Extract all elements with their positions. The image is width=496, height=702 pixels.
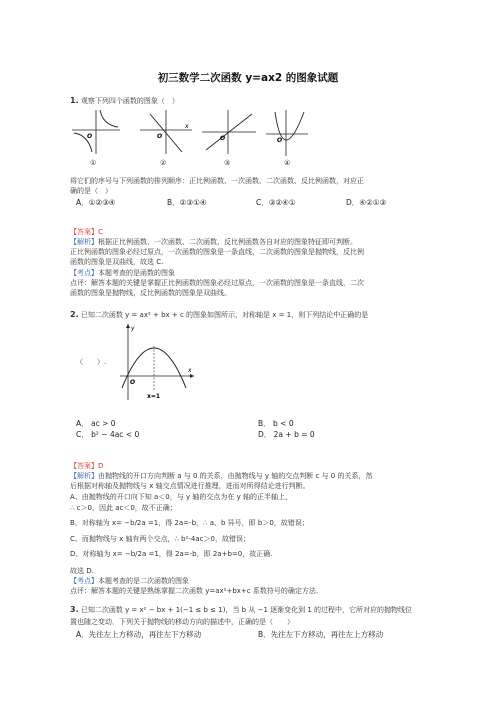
q1-analysis-1: 根据正比例函数、一次函数、二次函数、反比例函数各自对应的图象特征即可判断。 (98, 238, 357, 246)
q1-analysis (70, 237, 357, 247)
q1-graph-4 (266, 110, 308, 156)
q2-option-b: B． b < 0 (258, 419, 294, 428)
q1-graph-3 (202, 110, 256, 154)
q2-answer (70, 461, 103, 471)
q1-answer (70, 227, 103, 237)
q2-line-a2: ∴ c＞0，因此 ac＜0，故不正确； (70, 504, 177, 512)
q2-graph-origin: O (130, 379, 136, 386)
q1-point-text: 本题考查的是函数的图象 (98, 269, 175, 277)
q1-option-a: A．①②③④ (76, 198, 116, 207)
q1-comment: 点评：解答本题的关键是掌握正比例函数的图象必经过原点，一次函数的图象是一条直线，二次 (70, 279, 364, 287)
q2-point-text: 本题考查的是二次函数的图象 (98, 577, 189, 585)
q2-answer-value: D (98, 462, 104, 470)
q2-graph-axis-label: x=1 (147, 393, 161, 400)
q1-point-tag: 【考点】 (70, 269, 98, 277)
q1-comment-2: 函数的图象是抛物线，反比例函数的图象是双曲线。 (70, 289, 231, 297)
q1-text-1: 将它们的序号与下列函数的排列顺序：正比例函数、一次函数、二次函数、反比例函数，对应正 (70, 177, 364, 185)
q2-stem-text: 已知二次函数 y = ax² + bx + c 的图象如图所示，对称轴是 x = 1，则下列结论中正确的是 (80, 311, 369, 319)
q2-line-d: D、对称轴为 x= −b/2a =1，得 2a=-b，即 2a+b=0，故正确. (70, 550, 273, 558)
q1-stem-text: 观察下列四个函数的图象（ ） (80, 97, 179, 105)
q1-point (70, 268, 175, 278)
q2-graph-y-label: y (131, 325, 135, 332)
q2-option-a: A． ac > 0 (76, 419, 116, 428)
q1-answer-tag: 【答案】 (70, 228, 98, 236)
q1-analysis-2: 正比例函数的图象必经过原点，一次函数的图象是一条直线，二次函数的图象是抛物线，反比例 (70, 248, 364, 256)
q2-line-b: B、对称轴为 x= −b/2a =1，得 2a=-b，∴ a、b 异号，即 b＞0，故错误； (70, 519, 309, 527)
svg-text:O: O (277, 137, 283, 144)
svg-text:x: x (185, 123, 189, 130)
q1-label-4: ④ (284, 159, 291, 167)
q1-option-d: D．④②①③ (346, 198, 387, 207)
q3-stem-2: 置也随之变动．下列关于抛物线的移动方向的描述中，正确的是（ ） (70, 618, 294, 626)
q1-label-2: ② (160, 159, 167, 167)
page-title: 初三数学二次函数 y=ax2 的图象试题 (157, 72, 339, 84)
q1-text-2: 确的是（ ） (70, 187, 112, 195)
q1-graph-2 (140, 110, 192, 154)
q3-stem (70, 605, 412, 615)
q2-line-c: C、而抛物线与 x 轴有两个交点，∴ b²-4ac＞0，故错误； (70, 535, 250, 543)
q1-label-3: ③ (224, 159, 231, 167)
q2-point-tag: 【考点】 (70, 577, 98, 585)
q2-analysis (70, 471, 372, 481)
q1-label-1: ① (90, 159, 97, 167)
q1-option-c: C．③②④① (256, 198, 296, 207)
svg-text:O: O (87, 133, 93, 140)
q1-answer-value: C (98, 228, 103, 236)
q2-analysis-1: 由抛物线的开口方向判断 a 与 0 的关系，由抛物线与 y 轴的交点判断 c 与 0 的关系，然 (98, 472, 373, 480)
svg-text:O: O (157, 133, 163, 140)
q2-answer-tag: 【答案】 (70, 462, 98, 470)
q1-graph-1 (72, 110, 120, 154)
q1-analysis-tag: 【解析】 (70, 238, 98, 246)
q3-option-b: B．先往左下方移动，再往左上方移动 (258, 630, 384, 639)
q2-stem-2: （ ）. (76, 358, 107, 366)
q2-number: 2. (70, 310, 79, 319)
svg-text:O: O (220, 135, 226, 142)
q1-stem (70, 96, 179, 106)
q2-analysis-2: 后根据对称轴及抛物线与 x 轴交点情况进行推理，进而对所得结论进行判断。 (70, 482, 310, 490)
q3-number: 3. (70, 605, 79, 614)
q2-line-a: A、由抛物线的开口向下知 a＜0，与 y 轴的交点为在 y 轴的正半轴上， (70, 493, 292, 501)
q2-conclusion: 故选 D. (70, 567, 94, 575)
q1-analysis-3: 函数的图象是双曲线，故选 C. (70, 258, 164, 266)
q2-comment: 点评：解答本题的关键是熟练掌握二次函数 y=ax²+bx+c 系数符号的确定方法. (70, 587, 319, 595)
q2-analysis-tag: 【解析】 (70, 472, 98, 480)
q1-graphs (70, 106, 310, 166)
q1-option-b: B．②③①④ (167, 198, 207, 207)
q2-option-d: D． 2a + b = 0 (258, 430, 315, 439)
q3-stem-text: 已知二次函数 y = x² − bx + 1(−1 ≤ b ≤ 1)，当 b 从 −1 逐渐变化到 1 的过程中，它所对应的抛物线位 (80, 606, 413, 614)
q2-option-c: C． b² − 4ac < 0 (76, 430, 140, 439)
q2-parabola-graph (118, 320, 198, 402)
q1-number: 1. (70, 96, 79, 105)
q2-point (70, 576, 189, 586)
q3-option-a: A．先往左上方移动，再往左下方移动 (76, 630, 202, 639)
q2-stem (70, 310, 368, 320)
q2-graph-x-label: x (188, 367, 192, 374)
